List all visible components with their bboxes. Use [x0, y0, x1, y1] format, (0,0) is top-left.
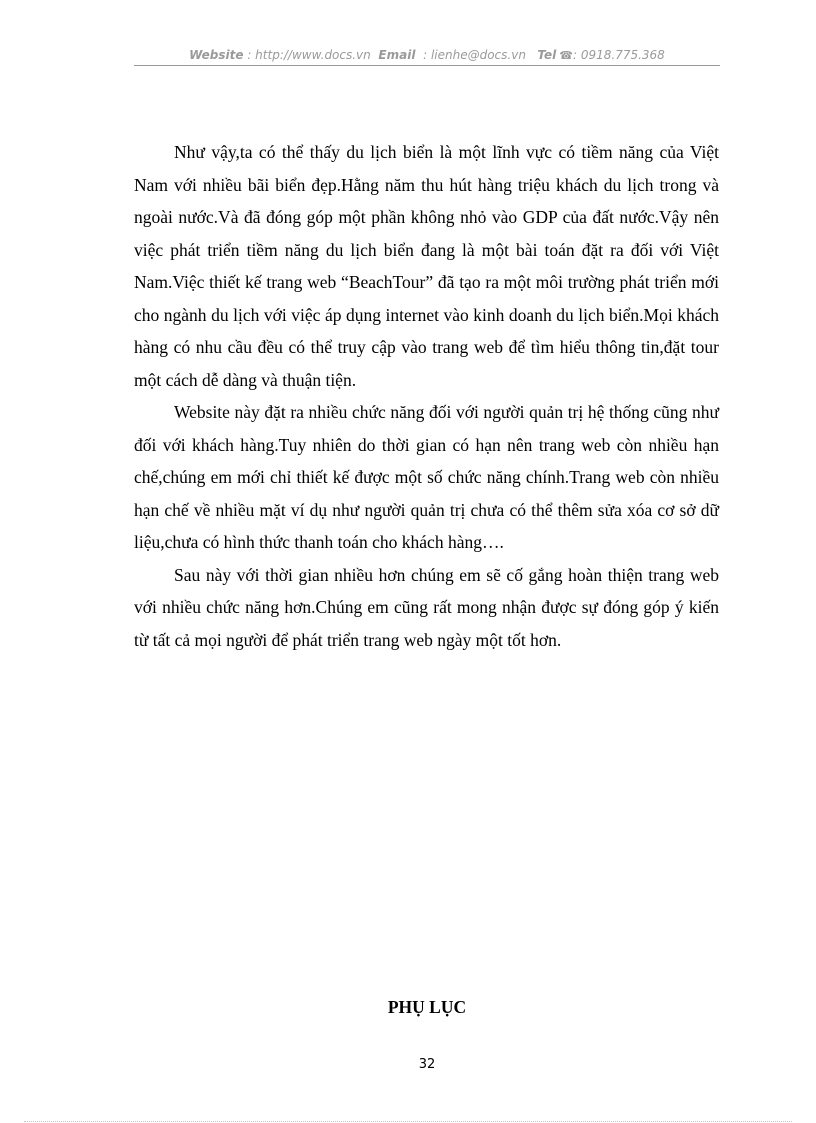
email-address[interactable]: : lienhe@docs.vn	[423, 48, 526, 62]
appendix-heading: PHỤ LỤC	[387, 997, 467, 1017]
document-body	[134, 136, 719, 656]
paragraph-1: Như vậy,ta có thể thấy du lịch biển là một lĩnh vực có tiềm năng của Việt Nam với nhiều bãi biển đẹp.Hằng năm thu hút hàng triệu khách du lịch trong và ngoài nước.Và đã đóng góp một phần không nhỏ vào GDP của đất nước.Vậy nên việc phát triển tiềm năng du lịch biển đang là một bài toán đặt ra đối với Việt Nam.Việc thiết kế trang web “BeachTour” đã tạo ra một môi trường phát triển mới cho ngành du lịch với việc áp dụng internet vào kinh doanh du lịch biển.Mọi khách hàng có nhu cầu đều có thể truy cập vào trang web để tìm hiểu thông tin,đặt tour một cách dễ dàng và thuận tiện.	[134, 142, 719, 390]
header-divider	[134, 65, 720, 66]
page-number: 32	[418, 1057, 436, 1072]
website-url[interactable]: : http://www.docs.vn	[247, 48, 371, 62]
tel-number: : 0918.775.368	[572, 48, 665, 62]
page-bottom-divider	[24, 1121, 792, 1122]
page-header	[134, 47, 720, 64]
tel-label: Tel	[537, 48, 557, 62]
phone-icon: ☎	[559, 49, 573, 62]
email-label: Email	[378, 48, 416, 62]
website-label: Website	[189, 48, 244, 62]
paragraph-2: Website này đặt ra nhiều chức năng đối với người quản trị hệ thống cũng như đối với khách hàng.Tuy nhiên do thời gian có hạn nên trang web còn nhiều hạn chế,chúng em mới chỉ thiết kế được một số chức năng chính.Trang web còn nhiều hạn chế về nhiều mặt ví dụ như người quản trị chưa có thể thêm sửa xóa cơ sở dữ liệu,chưa có hình thức thanh toán cho khách hàng….	[134, 402, 719, 552]
paragraph-3: Sau này với thời gian nhiều hơn chúng em sẽ cố gắng hoàn thiện trang web với nhiều chức năng hơn.Chúng em cũng rất mong nhận được sự đóng góp ý kiến từ tất cả mọi người để phát triển trang web ngày một tốt hơn.	[134, 564, 719, 650]
